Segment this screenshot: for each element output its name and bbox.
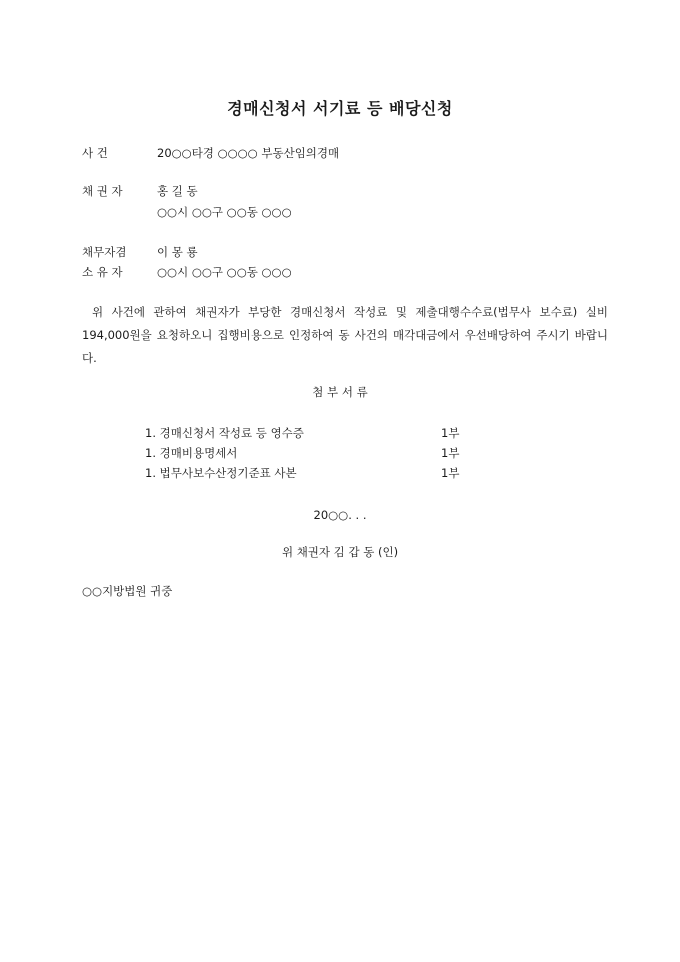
attachment-qty: 1부 — [441, 466, 460, 480]
document-date: 20○○. . . — [313, 508, 367, 522]
attachment-qty: 1부 — [441, 446, 460, 460]
creditor-label: 채 권 자 — [82, 184, 123, 198]
debtor-label: 채무자겸 — [82, 245, 127, 259]
court-addressee: ○○지방법원 귀중 — [82, 584, 173, 598]
request-paragraph: 위 사건에 관하여 채권자가 부당한 경매신청서 작성료 및 제출대행수수료(법무사 보수료) 실비 194,000원을 요청하오니 집행비용으로 인정하여 동 사건의 매각대금에서 우선배당하여 주시기 바랍니다. — [82, 305, 608, 365]
attachment-qty: 1부 — [441, 426, 460, 440]
creditor-address: ○○시 ○○구 ○○동 ○○○ — [157, 205, 292, 219]
debtor-name: 이 몽 룡 — [157, 245, 198, 259]
creditor-name: 홍 길 동 — [157, 184, 198, 198]
attachment-item: 1. 경매비용명세서 — [145, 446, 238, 460]
owner-label: 소 유 자 — [82, 265, 123, 279]
attachment-item: 1. 경매신청서 작성료 등 영수증 — [145, 426, 304, 440]
signature-line: 위 채권자 김 갑 동 (인) — [281, 545, 399, 559]
case-value: 20○○타경 ○○○○ 부동산임의경매 — [157, 146, 340, 160]
case-label: 사 건 — [82, 146, 108, 160]
attachment-item: 1. 법무사보수산정기준표 사본 — [145, 466, 297, 480]
document-title: 경매신청서 서기료 등 배당신청 — [227, 99, 453, 118]
attachments-heading: 첨 부 서 류 — [312, 385, 368, 399]
debtor-address: ○○시 ○○구 ○○동 ○○○ — [157, 265, 292, 279]
